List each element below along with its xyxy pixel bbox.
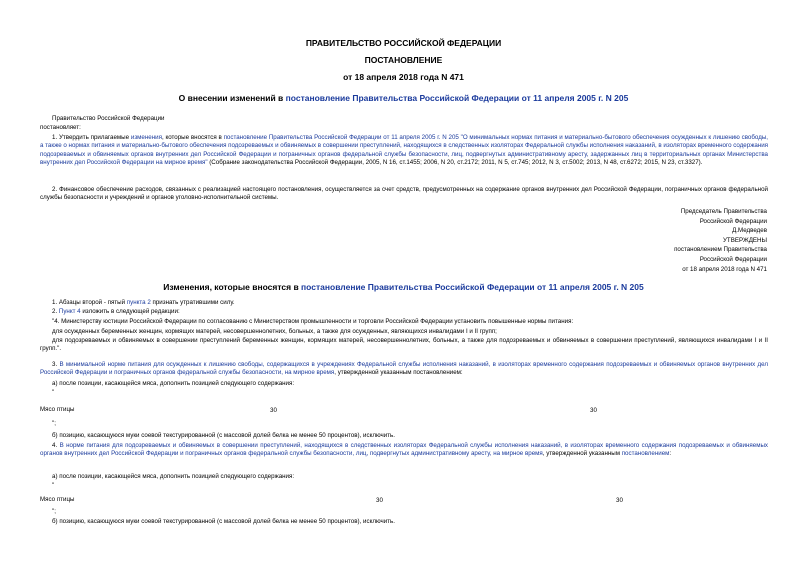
change-4-a: а) после позиции, касающейся мяса, дополнить позицией следующего содержания:: [52, 473, 295, 480]
paragraph-2: 2. Финансовое обеспечение расходов, связанных с реализацией настоящего постановления, осуществляется за счет средств, предусмотренных на содержание органов внутренних дел Российской Федерации, пограничных органов федеральной службы безопасности и учреждений и органов уголовно-исполнительной системы.: [40, 186, 768, 202]
document-type: ПОСТАНОВЛЕНИЕ: [364, 55, 443, 65]
point-4-link[interactable]: Пункт 4: [58, 308, 81, 315]
changes-title: Изменения, которые вносятся в постановление Правительства Российской Федерации от 11 апреля 2005 г. N 205: [163, 282, 644, 292]
change-3-b: б) позицию, касающуюся муки соевой текстурированной (с массовой долей белка не менее 50 процентов), исключить.: [52, 432, 395, 439]
quote-open-1: ": [52, 389, 55, 396]
table-1-label: Мясо птицы: [40, 406, 75, 413]
quote-open-2: ": [52, 482, 55, 489]
signature-block: Председатель Правительства Российской Федерации Д.Медведев УТВЕРЖДЕНЫ постановлением Правительства Российской Федерации от 18 апреля 2018 года N 471: [674, 208, 767, 273]
preamble-line-2: постановляет:: [40, 124, 81, 131]
point-2-link[interactable]: пункта 2: [126, 299, 151, 306]
table-1-value-2: 30: [590, 407, 597, 414]
quote-line-3: для подозреваемых и обвиняемых в совершении преступлений беременных женщин, кормящих матерей, несовершеннолетних, больных, а также для подозреваемых и обвиняемых в совершении преступлений, являющихся инвалидами I и II групп.".: [40, 337, 768, 353]
quote-line-1: "4. Министерству юстиции Российской Федерации по согласованию с Министерством промышленности и торговли Российской Федерации установить повышенные нормы питания:: [52, 318, 574, 325]
quote-close-1: ";: [52, 420, 56, 427]
change-3: 3. В минимальной норме питания для осужденных к лишению свободы, содержащихся в учреждениях Федеральной службы исполнения наказаний, в изоляторах временного содержания подозреваемых и обвиняемых органов внутренних дел Российской Федерации и пограничных органов федеральной службы безопасности, на мирное время, утвержденной указанным постановлением:: [40, 361, 768, 377]
table-1-value-1: 30: [270, 407, 277, 414]
document-date-number: от 18 апреля 2018 года N 471: [343, 72, 464, 82]
change-2: 2. Пункт 4 изложить в следующей редакции:: [52, 308, 180, 315]
table-2-label: Мясо птицы: [40, 496, 75, 503]
resolution-205-link[interactable]: постановление Правительства Российской Федерации от 11 апреля 2005 г. N 205 "О минимальных нормах питания и материально-бытового обеспечения осужденных к лишению свободы, а также о нормах питания и материально-бытового обеспечения подозреваемых и обвиняемых в совершении преступлений, находящихся в следственных изоляторах Федеральной службы исполнения наказаний, в изоляторах временного содержания подозреваемых и обвиняемых органов внутренних дел Российской Федерации и пограничных органов федеральной службы безопасности, лиц, подвергнутых административному аресту, задержанных лиц в территориальных органах Министерства внутренних дел Российской Федерации на мирное время": [40, 134, 769, 166]
quote-line-2: для осужденных беременных женщин, кормящих матерей, несовершеннолетних, больных, а также для осужденных, являющихся инвалидами I и II групп;: [52, 328, 497, 335]
change-4-b: б) позицию, касающуюся муки соевой текстурированной (с массовой долей белка не менее 50 процентов), исключить.: [52, 518, 395, 525]
amendments-link[interactable]: изменения: [130, 134, 162, 141]
document-title: О внесении изменений в постановление Правительства Российской Федерации от 11 апреля 2005 г. N 205: [178, 93, 629, 103]
paragraph-1: 1. Утвердить прилагаемые изменения, которые вносятся в постановление Правительства Российской Федерации от 11 апреля 2005 г. N 205 "О минимальных нормах питания и материально-бытового обеспечения осужденных к лишению свободы, а также о нормах питания и материально-бытового обеспечения подозреваемых и обвиняемых в совершении преступлений, находящихся в следственных изоляторах Федеральной службы исполнения наказаний, в изоляторах временного содержания подозреваемых и обвиняемых органов внутренних дел Российской Федерации и пограничных органов федеральной службы безопасности, лиц, подвергнутых административному аресту, задержанных лиц в территориальных органах Министерства внутренних дел Российской Федерации на мирное время" (Собрание законодательства Российской Федерации, 2005, N 16, ст.1455; 2006, N 20, ст.2172; 2011, N 5, ст.745; 2012, N 3, ст.5002; 2013, N 48, ст.6272; 2015, N 23, ст.3327).: [40, 134, 769, 166]
title-link[interactable]: постановление Правительства Российской Федерации от 11 апреля 2005 г. N 205: [285, 93, 629, 103]
preamble-line-1: Правительство Российской Федерации: [52, 115, 165, 122]
quote-close-2: ";: [52, 508, 56, 515]
changes-title-link[interactable]: постановление Правительства Российской Федерации от 11 апреля 2005 г. N 205: [301, 282, 644, 292]
table-2-value-2: 30: [616, 497, 623, 504]
change-4: 4. В норме питания для подозреваемых и обвиняемых в совершении преступлений, находящихся в следственных изоляторах Федеральной службы исполнения наказаний, в изоляторах временного содержания подозреваемых и обвиняемых органов внутренних дел Российской Федерации и пограничных органов федеральной службы безопасности, лиц, подвергнутых административному аресту, на мирное время, утвержденной указанным постановлением:: [40, 442, 768, 458]
table-2-value-1: 30: [376, 497, 383, 504]
min-norm-link[interactable]: В минимальной норме питания для осужденных к лишению свободы, содержащихся в учреждениях Федеральной службы исполнения наказаний, в изоляторах временного содержания подозреваемых и обвиняемых органов внутренних дел Российской Федерации и пограничных органов федеральной службы безопасности, на мирное время: [40, 361, 768, 377]
government-heading: ПРАВИТЕЛЬСТВО РОССИЙСКОЙ ФЕДЕРАЦИИ: [305, 38, 502, 48]
change-3-a: а) после позиции, касающейся мяса, дополнить позицией следующего содержания:: [52, 380, 295, 387]
resolution-link[interactable]: постановлением: [621, 450, 670, 458]
detention-norm-link[interactable]: В норме питания для подозреваемых и обвиняемых в совершении преступлений, находящихся в следственных изоляторах Федеральной службы исполнения наказаний, в изоляторах временного содержания подозреваемых и обвиняемых органов внутренних дел Российской Федерации и пограничных органов федеральной службы безопасности, лиц, подвергнутых административному аресту, на мирное время: [40, 442, 768, 458]
change-1: 1. Абзацы второй - пятый пункта 2 признать утратившими силу.: [52, 299, 235, 306]
